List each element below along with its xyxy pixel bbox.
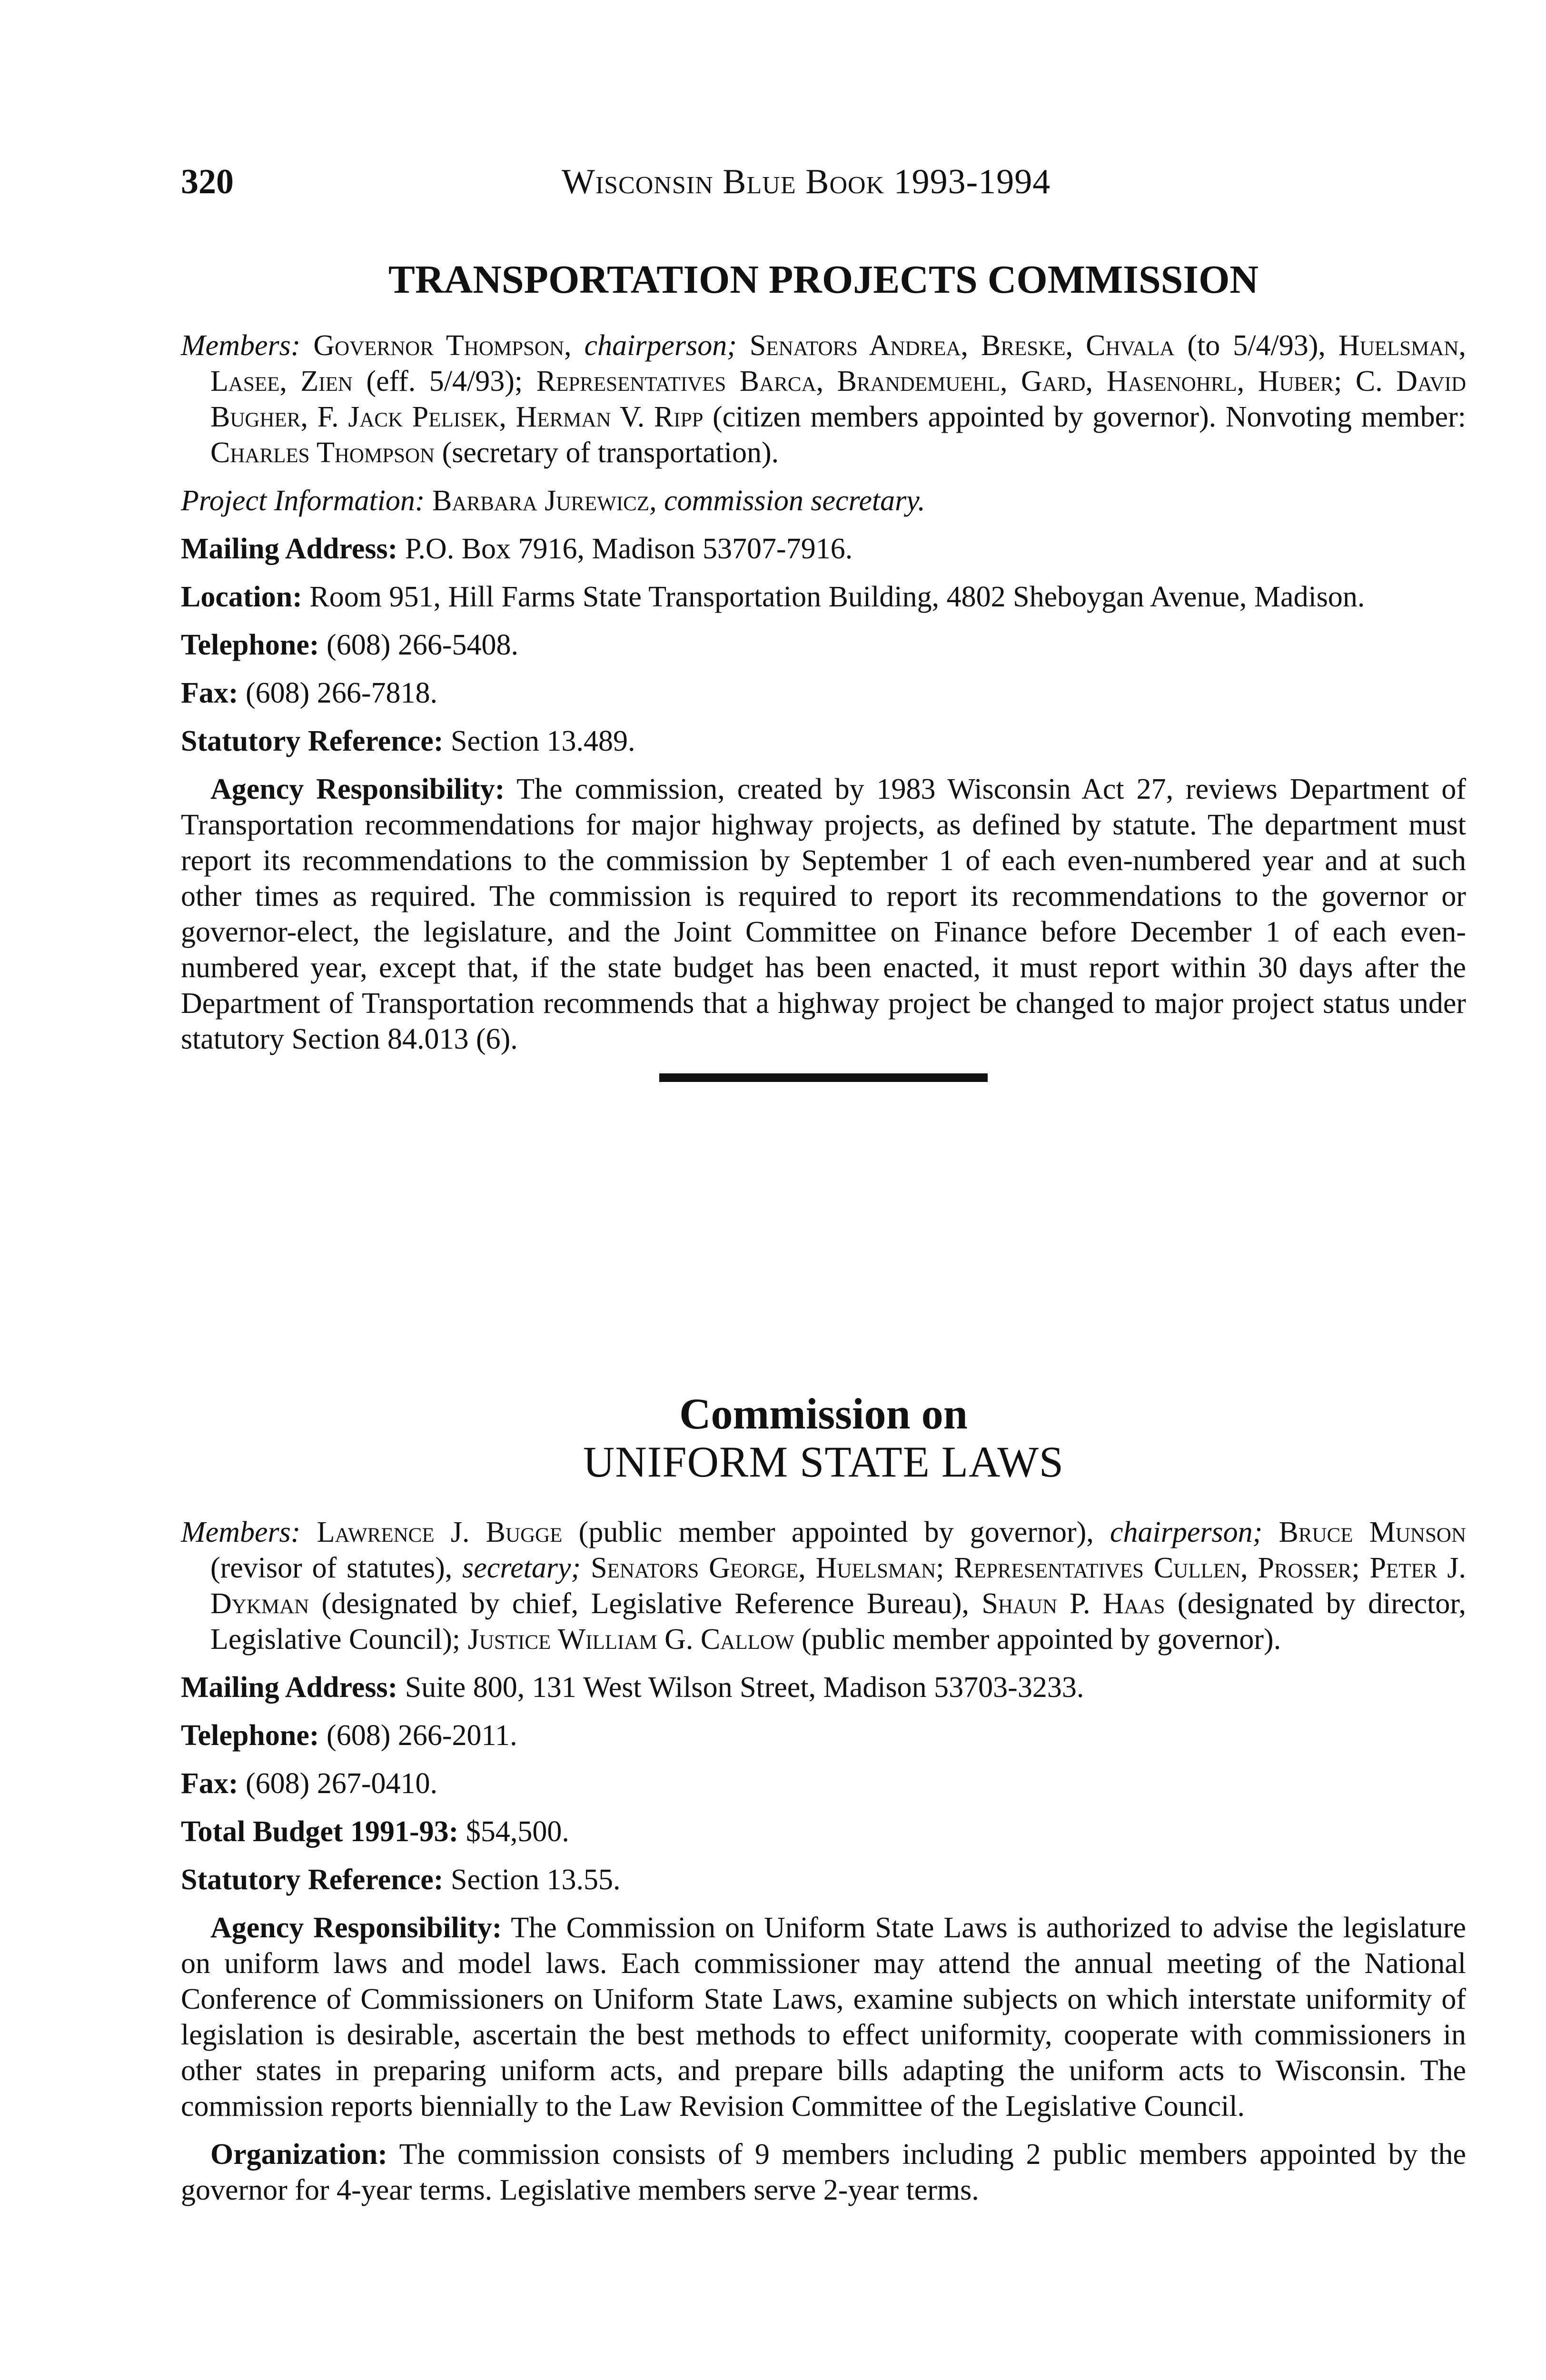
member-names: Representatives Barca, Brandemuehl, Gard, Hasenohrl, Huber; C. David Bugher, F. Jack Pelisek, Herman V. Ripp bbox=[210, 365, 1466, 433]
member-role: secretary; bbox=[462, 1552, 581, 1585]
organization-label: Organization: bbox=[210, 2138, 387, 2171]
members-label: Members: bbox=[181, 1516, 301, 1549]
book-title: Wisconsin Blue Book 1993-1994 bbox=[562, 162, 1051, 201]
agency-text: The Commission on Uniform State Laws is authorized to advise the legislature on uniform laws and model laws. Each commissioner may attend the annual meeting of the National Conference of Commissioners on Uniform State Laws, examine subjects on which interstate uniformity of legislation is desirable, ascertain the best methods to effect uniformity, cooperate with commissioners in other states in preparing uniform acts, and prepare bills adapting the uniform acts to Wisconsin. The commission reports biennially to the Law Revision Committee of the Legislative Council. bbox=[181, 1912, 1466, 2123]
organization-text: The commission consists of 9 members including 2 public members appointed by the governor for 4-year terms. Legislative members serve 2-year terms. bbox=[181, 2138, 1466, 2207]
title-line-1: Commission on bbox=[679, 1389, 968, 1438]
agency-text: The commission, created by 1983 Wisconsin Act 27, reviews Department of Transportation recommendations for major highway projects, as defined by statute. The department must report its recommendations to the commission by September 1 of each even-numbered year and at such other times as required. The commission is required to report its recommendations to the governor or governor-elect, the legislature, and the Joint Committee on Finance before December 1 of each even-numbered year, except that, if the state budget has been enacted, it must report within 30 days after the Department of Transportation recommends that a highway project be changed to major project status under statutory Section 84.013 (6). bbox=[181, 773, 1466, 1055]
agency-label: Agency Responsibility: bbox=[210, 773, 505, 805]
members-text: , bbox=[564, 329, 585, 362]
agency-responsibility bbox=[181, 772, 1466, 1057]
mailing-label: Mailing Address: bbox=[181, 1671, 398, 1704]
section-divider bbox=[659, 1073, 988, 1082]
agency-label: Agency Responsibility: bbox=[210, 1912, 502, 1944]
fax-label: Fax: bbox=[181, 676, 238, 709]
mailing-address bbox=[181, 1670, 1466, 1706]
page-number: 320 bbox=[181, 162, 234, 201]
mailing-label: Mailing Address: bbox=[181, 532, 398, 565]
location-label: Location: bbox=[181, 580, 302, 613]
location bbox=[181, 579, 1466, 615]
section-title bbox=[181, 1390, 1466, 1486]
member-name: Shaun P. Haas bbox=[981, 1587, 1165, 1620]
members-text: (eff. 5/4/93); bbox=[352, 365, 536, 397]
telephone bbox=[181, 627, 1466, 663]
total-budget bbox=[181, 1814, 1466, 1850]
mailing-address bbox=[181, 531, 1466, 567]
telephone-label: Telephone: bbox=[181, 628, 319, 661]
members-text: (public member appointed by governor), bbox=[562, 1516, 1110, 1549]
budget-label: Total Budget 1991-93: bbox=[181, 1815, 459, 1848]
member-name: Bruce Munson bbox=[1262, 1516, 1466, 1549]
fax bbox=[181, 675, 1466, 711]
fax-value: (608) 266-7818. bbox=[246, 676, 437, 709]
members-text: (to 5/4/93), bbox=[1174, 329, 1338, 362]
budget-value: $54,500. bbox=[466, 1815, 569, 1848]
members-text: (public member appointed by governor). bbox=[794, 1623, 1281, 1656]
fax-value: (608) 267-0410. bbox=[246, 1767, 437, 1800]
member-names: Huelsman, Lasee, Zien bbox=[210, 329, 1466, 397]
statutory-value: Section 13.55. bbox=[450, 1864, 621, 1896]
members-text: (designated by director, Legislative Council); bbox=[210, 1587, 1466, 1656]
agency-responsibility bbox=[181, 1910, 1466, 2124]
members-text: (citizen members appointed by governor). Nonvoting member: bbox=[703, 400, 1466, 433]
statutory-reference bbox=[181, 1862, 1466, 1898]
member-name: Charles Thompson bbox=[210, 436, 435, 469]
member-name: Lawrence J. Bugge bbox=[317, 1516, 563, 1549]
fax-label: Fax: bbox=[181, 1767, 238, 1800]
members-text: (designated by chief, Legislative Reference Bureau), bbox=[309, 1587, 982, 1620]
project-contact-name: Barbara Jurewicz bbox=[432, 484, 650, 517]
statutory-label: Statutory Reference: bbox=[181, 724, 444, 757]
member-name: Governor Thompson bbox=[313, 329, 565, 362]
title-line-2: UNIFORM STATE LAWS bbox=[583, 1438, 1064, 1487]
members-paragraph bbox=[181, 1515, 1466, 1657]
member-names: Senators George, Huelsman; Representatives Cullen, Prosser; Peter J. Dykman bbox=[210, 1552, 1466, 1620]
statutory-label: Statutory Reference: bbox=[181, 1864, 444, 1896]
section-title: TRANSPORTATION PROJECTS COMMISSION bbox=[388, 258, 1259, 302]
member-role: chairperson; bbox=[1110, 1516, 1263, 1549]
statutory-value: Section 13.489. bbox=[450, 724, 635, 757]
running-header bbox=[181, 162, 1466, 209]
members-label: Members: bbox=[181, 329, 301, 362]
project-label: Project Information: bbox=[181, 484, 425, 517]
members-text: (secretary of transportation). bbox=[435, 436, 779, 469]
transportation-projects-commission-section bbox=[181, 257, 1466, 1082]
location-value: Room 951, Hill Farms State Transportation Building, 4802 Sheboygan Avenue, Madison. bbox=[309, 580, 1365, 613]
member-names: Senators Andrea, Breske, Chvala bbox=[736, 329, 1175, 362]
telephone-value: (608) 266-2011. bbox=[327, 1719, 517, 1752]
mailing-value: Suite 800, 131 West Wilson Street, Madison 53703-3233. bbox=[405, 1671, 1084, 1704]
member-role: chairperson; bbox=[584, 329, 737, 362]
fax bbox=[181, 1766, 1466, 1802]
project-contact-role: , commission secretary. bbox=[649, 484, 925, 517]
members-paragraph bbox=[181, 328, 1466, 471]
member-name: Justice William G. Callow bbox=[467, 1623, 794, 1656]
mailing-value: P.O. Box 7916, Madison 53707-7916. bbox=[405, 532, 853, 565]
telephone bbox=[181, 1718, 1466, 1754]
telephone-value: (608) 266-5408. bbox=[327, 628, 518, 661]
project-information bbox=[181, 483, 1466, 519]
uniform-state-laws-section bbox=[181, 1390, 1466, 2221]
statutory-reference bbox=[181, 724, 1466, 759]
members-text: (revisor of statutes), bbox=[210, 1552, 463, 1585]
organization bbox=[181, 2137, 1466, 2208]
telephone-label: Telephone: bbox=[181, 1719, 319, 1752]
